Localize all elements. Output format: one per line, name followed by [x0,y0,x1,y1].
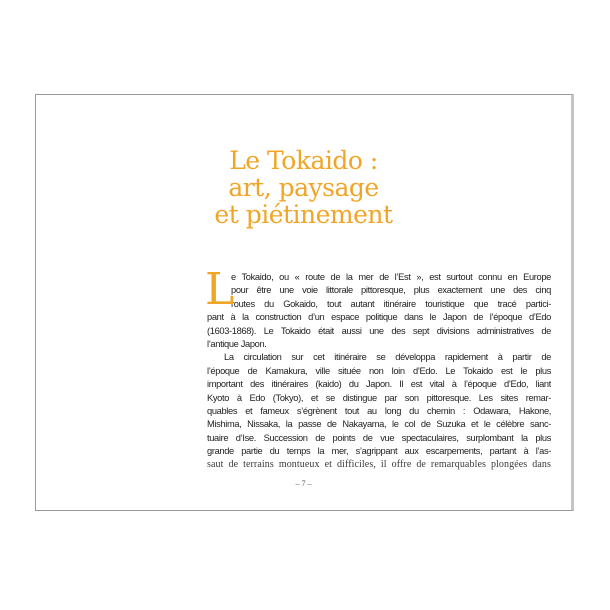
text-line: Kyoto à Edo (Tokyo), et se distingue par son pittoresque. Les sites remar- [207,392,551,403]
title-line-2: art, paysage [228,173,379,202]
text-line: Mishima, Nissaka, la passe de Nakayama, le col de Suzuka et le célèbre sanc- [207,419,551,430]
paragraph-1 [205,264,551,351]
text-line: routes du Gokaido, tout autant itinéraire touristique que tracé partici- [231,298,551,309]
text-line: l’époque de Kamakura, ville située non loin d’Edo. Le Tokaido est le plus [207,365,551,376]
text-line: quables et fameux s’égrènent tout au long du chemin : Odawara, Hakone, [207,405,551,416]
text-line: important des itinéraires (kaido) du Japon. Il est vital à l’époque d’Edo, liant [207,379,551,390]
text-line: l’antique Japon. [207,338,267,349]
text-line: La circulation sur cet itinéraire se développa rapidement à partir de [224,352,551,363]
text-line: saut de terrains montueux et difficiles, il offre de remarquables plongées dans [207,459,551,471]
page-number: – 7 – [295,479,312,488]
paragraph-2 [207,351,551,472]
book-page [35,94,574,511]
text-line: pour être une voie littorale pittoresque, plus exactement une des cinq [231,285,551,296]
title-line-1: Le Tokaido : [229,146,378,175]
chapter-title [36,147,571,228]
body-text [205,264,551,472]
text-line: (1603-1868). Le Tokaido était aussi une des sept divisions administratives de [207,325,551,336]
text-line: grande partie du temps la mer, s’agrippant aux escarpements, partant à l’as- [207,446,551,457]
title-line-3: et piétinement [214,200,393,229]
text-line: e Tokaido, ou « route de la mer de l’Est », est surtout connu en Europe [231,272,551,282]
drop-cap: L [205,264,234,315]
text-line: tuaire d’Ise. Succession de points de vue spectaculaires, surplombant la plus [207,432,551,443]
text-line: pant à la construction d’un espace politique dans le Japon de l’époque d’Edo [207,312,551,323]
